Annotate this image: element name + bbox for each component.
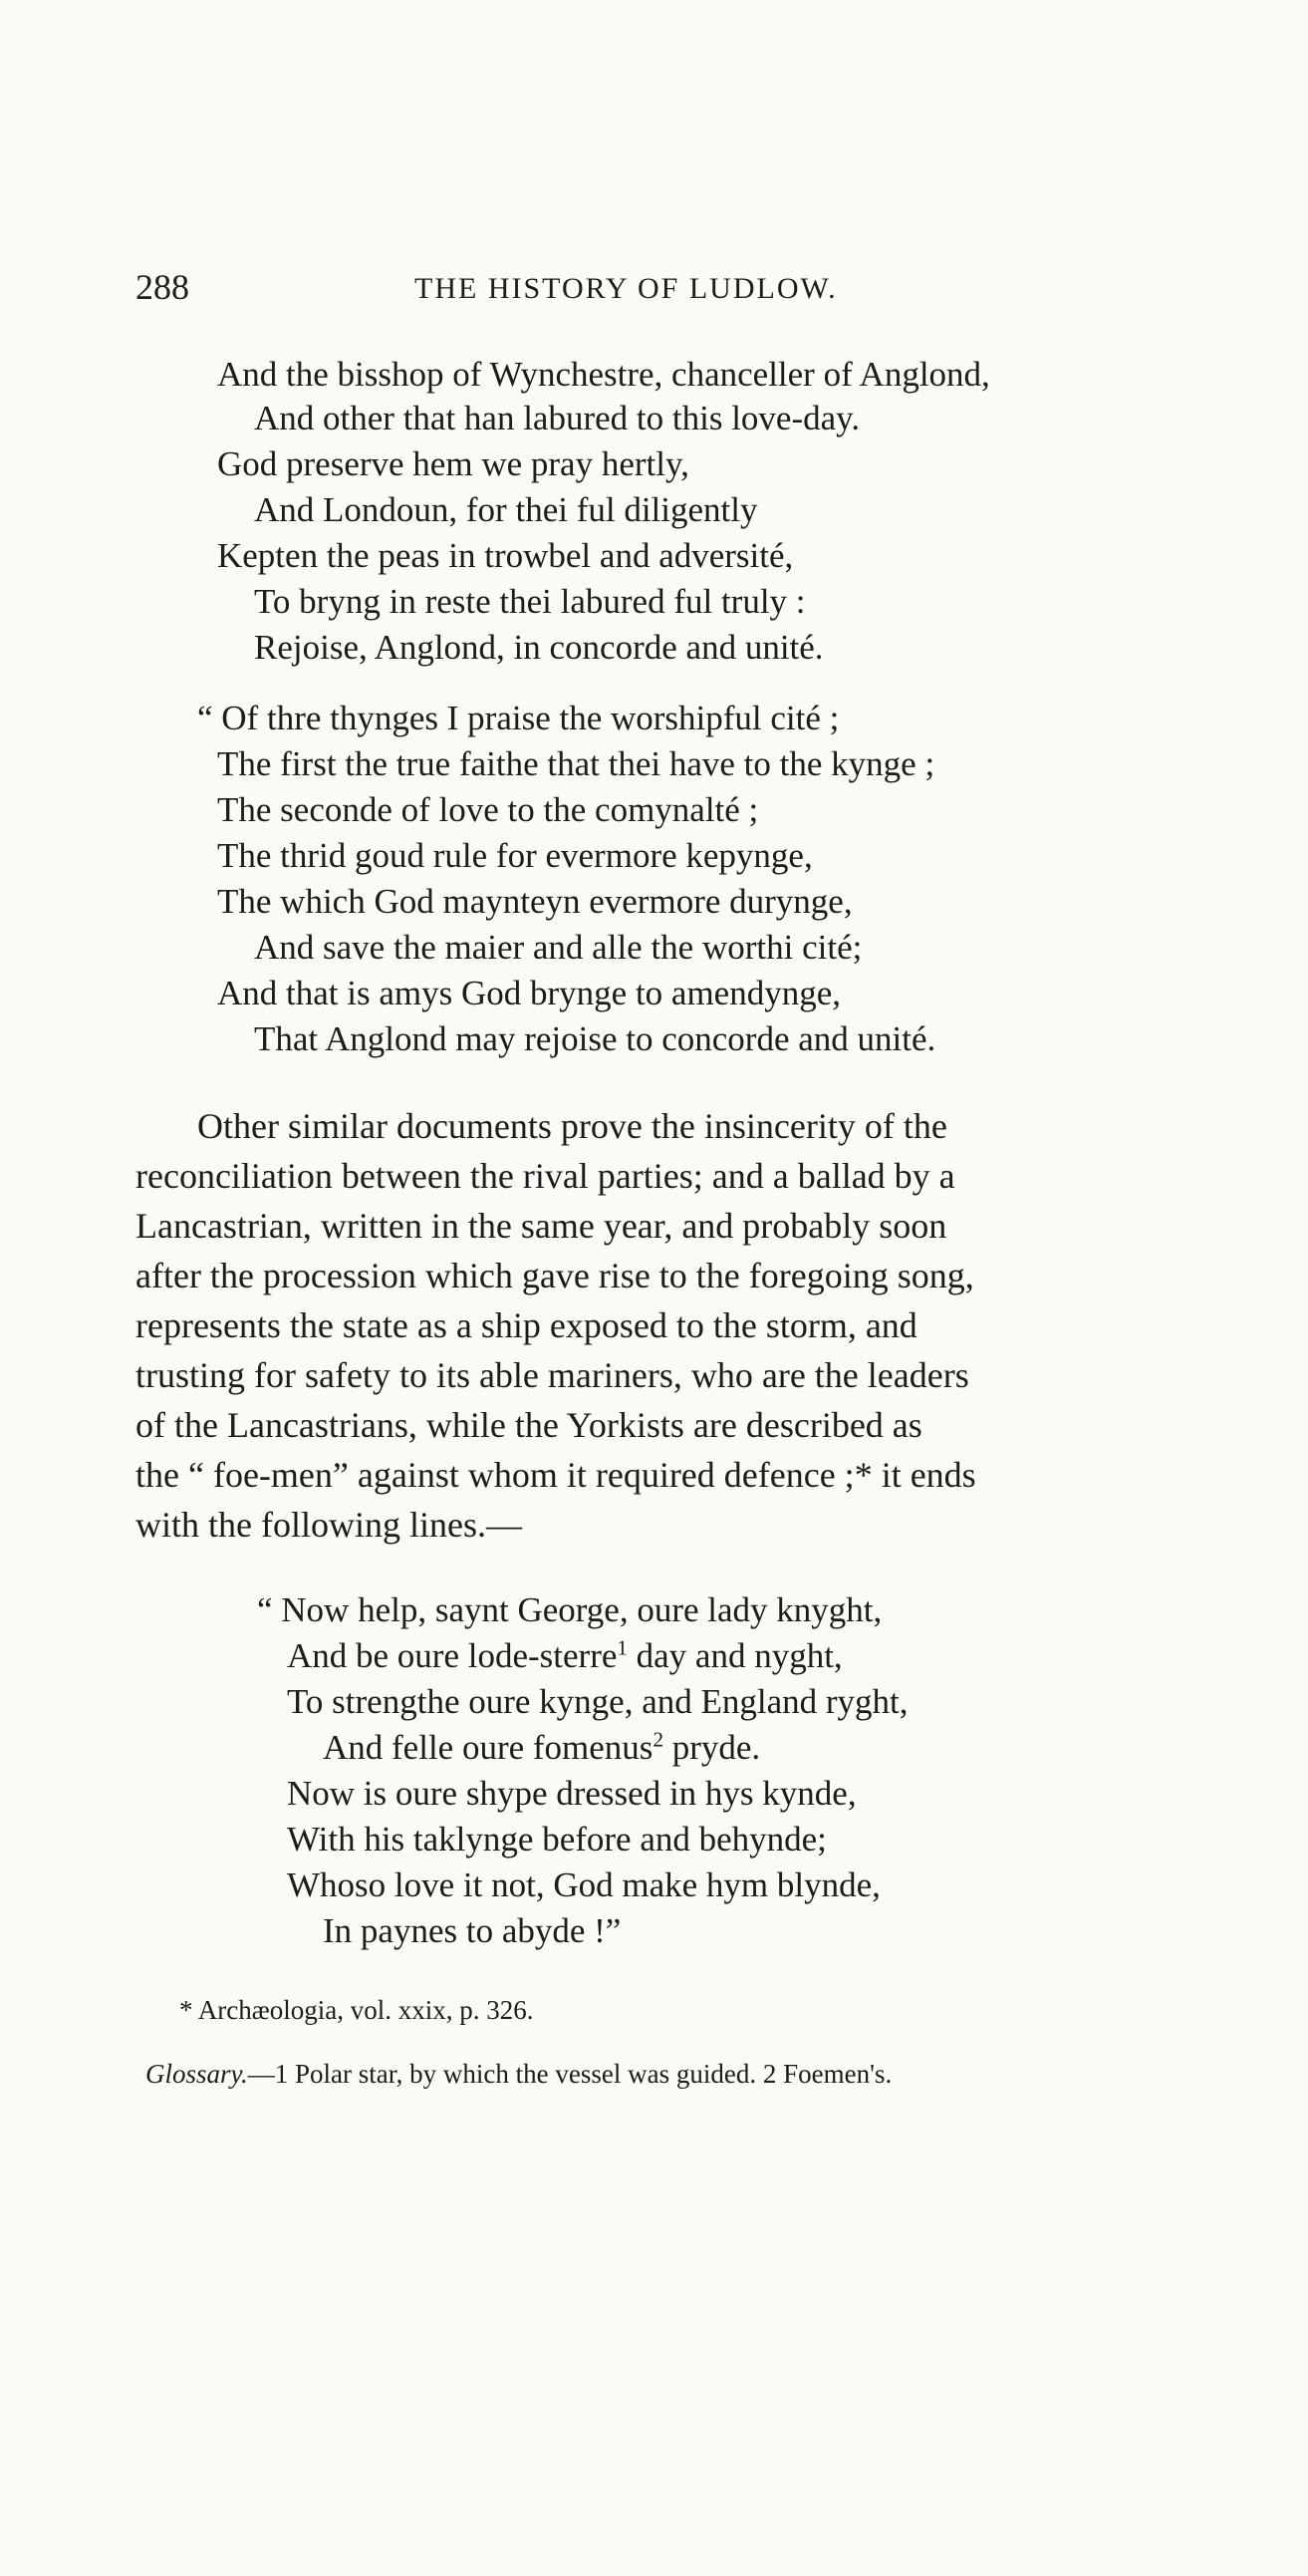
verse-line: The thrid goud rule for evermore kepynge,: [217, 836, 813, 875]
verse-line: In paynes to abyde !”: [323, 1911, 622, 1950]
running-head: THE HISTORY OF LUDLOW.: [414, 272, 838, 305]
prose-line: Lancastrian, written in the same year, and probably soon: [135, 1206, 947, 1246]
verse-line: The seconde of love to the comynalté ;: [217, 790, 759, 829]
prose-line: represents the state as a ship exposed to the storm, and: [135, 1305, 917, 1345]
glossary-text: —1 Polar star, by which the vessel was guided. 2 Foemen's.: [247, 2059, 893, 2089]
verse-line: That Anglond may rejoise to concorde and unité.: [254, 1019, 936, 1058]
verse-line: And that is amys God brynge to amendynge,: [217, 974, 842, 1012]
verse-line: Rejoise, Anglond, in concorde and unité.: [254, 628, 824, 667]
verse-line: To bryng in reste thei labured ful truly :: [254, 582, 806, 621]
verse-line: Kepten the peas in trowbel and adversité,: [217, 536, 794, 575]
verse-line: And felle oure fomenus$^2$ pryde.: [323, 1727, 761, 1767]
footnote-ref: 2: [653, 1727, 663, 1752]
verse-line: And other that han labured to this love-day.: [254, 399, 861, 437]
verse-line: With his taklynge before and behynde;: [287, 1820, 827, 1859]
glossary-note: [145, 2058, 892, 2090]
verse-line: The first the true faithe that thei have to the kynge ;: [217, 744, 935, 783]
footnote-ref: 1: [617, 1635, 628, 1660]
verse-line: God preserve hem we pray hertly,: [217, 444, 689, 483]
prose-line: with the following lines.—: [135, 1505, 522, 1545]
verse-line: And the bisshop of Wynchestre, chanceller of Anglond,: [217, 355, 990, 394]
verse-line: And be oure lode-sterre$^1$ day and nyght,: [287, 1635, 843, 1675]
prose-line: after the procession which gave rise to the foregoing song,: [135, 1256, 974, 1295]
verse-line: Now is oure shype dressed in hys kynde,: [287, 1774, 857, 1813]
footnote: * Archæologia, vol. xxix, p. 326.: [179, 1995, 534, 2025]
prose-line: reconciliation between the rival parties; and a ballad by a: [135, 1156, 955, 1196]
prose-line: of the Lancastrians, while the Yorkists are described as: [135, 1405, 922, 1445]
page-header: [135, 267, 1136, 307]
verse-line: And save the maier and alle the worthi cité;: [254, 928, 863, 967]
verse-line: And Londoun, for thei ful diligently: [254, 490, 758, 529]
glossary-label: Glossary.: [145, 2059, 248, 2089]
prose-line: trusting for safety to its able mariners, who are the leaders: [135, 1355, 969, 1395]
prose-line: the “ foe-men” against whom it required defence ;* it ends: [135, 1455, 976, 1495]
verse-line: To strengthe oure kynge, and England ryght,: [287, 1682, 909, 1721]
verse-line: The which God maynteyn evermore durynge,: [217, 882, 853, 921]
verse-line: Whoso love it not, God make hym blynde,: [287, 1865, 881, 1904]
prose-line: Other similar documents prove the insincerity of the: [197, 1106, 947, 1146]
verse-line: “ Now help, saynt George, oure lady knyght,: [257, 1590, 883, 1629]
page-number: 288: [135, 267, 189, 307]
verse-line: “ Of thre thynges I praise the worshipful cité ;: [197, 699, 840, 737]
